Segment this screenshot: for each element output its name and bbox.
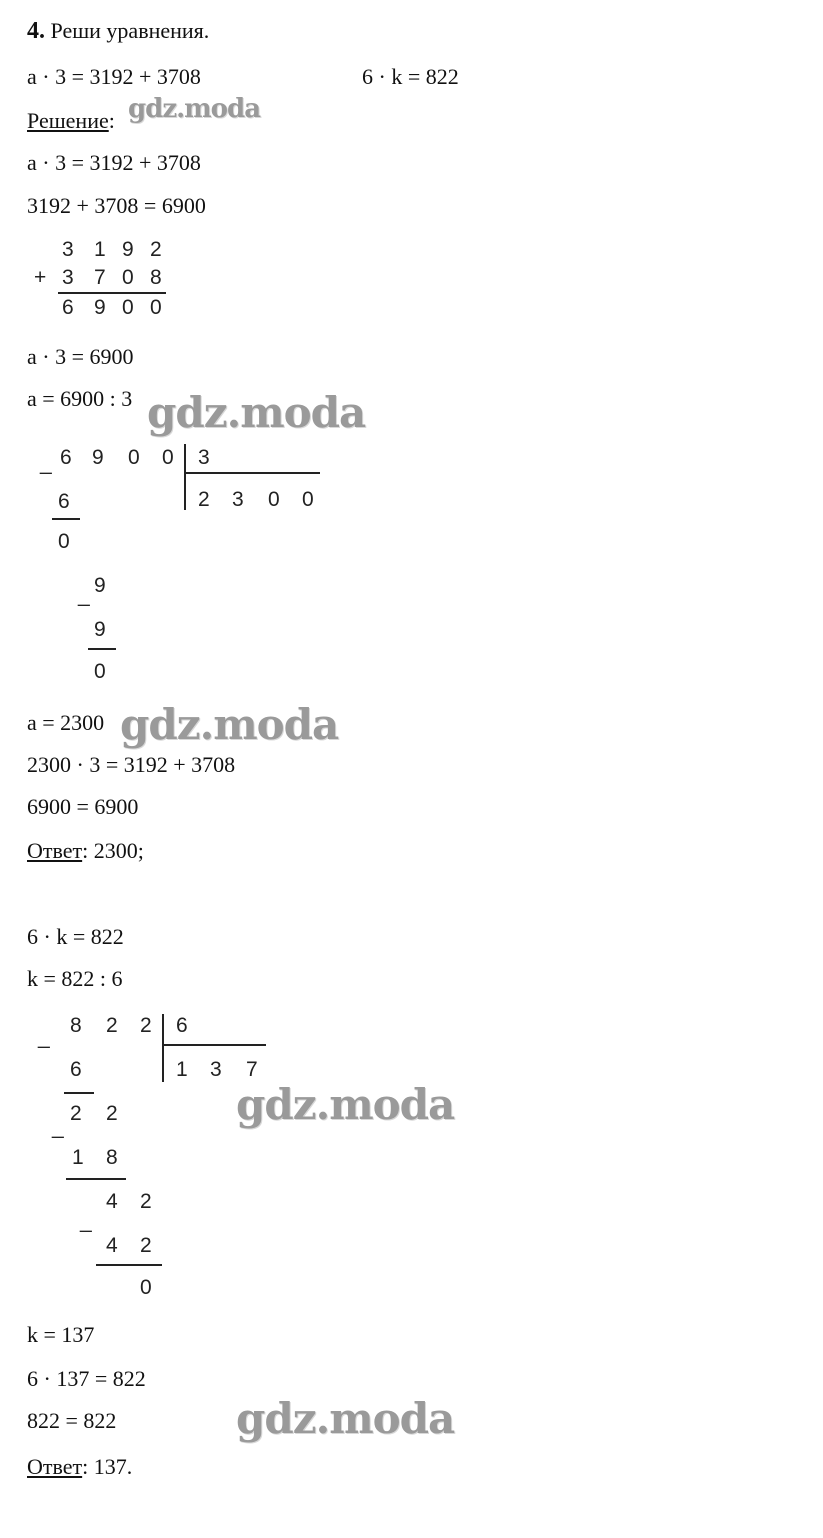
- p2-line2: k = 822 : 6: [27, 966, 123, 991]
- div2-step2-take-d2: 2: [106, 1102, 118, 1125]
- div2-step3-sub-d1: 4: [106, 1234, 118, 1257]
- div2-step3-take-d2: 2: [140, 1190, 152, 1213]
- p1-line2: 3192 + 3708 = 6900: [27, 193, 206, 218]
- p2-answer: [27, 1454, 132, 1480]
- p1-line5: a = 2300: [27, 710, 105, 735]
- div2-step3-minus: _: [80, 1210, 92, 1233]
- add-row2-d4: 8: [150, 266, 162, 289]
- p1-answer-value: : 2300;: [82, 838, 144, 863]
- div2-vertical-bar: [162, 1014, 164, 1082]
- div1-vertical-bar: [184, 444, 186, 510]
- watermark: gdz.moda: [120, 700, 339, 749]
- p1-line1: a · 3 = 3192 + 3708: [27, 150, 201, 175]
- p1-answer-label: Ответ: [27, 838, 83, 863]
- add-res-d2: 9: [94, 296, 106, 319]
- add-row1-d1: 3: [62, 238, 74, 261]
- div1-quotient-d1: 2: [198, 488, 210, 511]
- add-row2-d3: 0: [122, 266, 134, 289]
- div2-step3-sub-d2: 2: [140, 1234, 152, 1257]
- add-sum-line: [58, 292, 166, 294]
- div1-step2-take: 9: [94, 574, 106, 597]
- div2-step3-take-d1: 4: [106, 1190, 118, 1213]
- add-plus-sign: +: [34, 266, 47, 289]
- div1-dividend-d1: 6: [60, 446, 72, 469]
- p1-line3: a · 3 = 6900: [27, 344, 134, 369]
- div2-step2-sub-d2: 8: [106, 1146, 118, 1169]
- p1-answer: [27, 838, 144, 864]
- div2-minus: _: [38, 1026, 50, 1049]
- p2-line3: k = 137: [27, 1322, 95, 1347]
- add-row1-d2: 1: [94, 238, 106, 261]
- p2-line5: 822 = 822: [27, 1408, 117, 1433]
- div2-divisor-line: [164, 1044, 266, 1046]
- div2-step3-line: [96, 1264, 162, 1266]
- add-row2-d2: 7: [94, 266, 106, 289]
- watermark: gdz.moda: [128, 94, 261, 124]
- p2-line1: 6 · k = 822: [27, 924, 124, 949]
- div1-step2-minus: _: [78, 584, 90, 607]
- div1-step2-sub: 9: [94, 618, 106, 641]
- div2-quotient-d1: 1: [176, 1058, 188, 1081]
- task-header: [27, 18, 209, 44]
- div1-dividend-d3: 0: [128, 446, 140, 469]
- p2-line4: 6 · 137 = 822: [27, 1366, 146, 1391]
- div2-quotient-d3: 7: [246, 1058, 258, 1081]
- watermark: gdz.moda: [236, 1080, 455, 1129]
- task-title: Реши уравнения.: [50, 18, 210, 43]
- div1-step2-rem: 0: [94, 660, 106, 683]
- div1-dividend-d4: 0: [162, 446, 174, 469]
- task-number: 4.: [27, 18, 45, 44]
- div1-quotient-d3: 0: [268, 488, 280, 511]
- watermark: gdz.moda: [147, 388, 366, 437]
- div2-dividend-d3: 2: [140, 1014, 152, 1037]
- p2-answer-label: Ответ: [27, 1454, 83, 1479]
- add-row2-d1: 3: [62, 266, 74, 289]
- div2-step2-sub-d1: 1: [72, 1146, 84, 1169]
- add-res-d1: 6: [62, 296, 74, 319]
- equation-1: a · 3 = 3192 + 3708: [27, 64, 201, 89]
- p2-answer-value: : 137.: [82, 1454, 133, 1479]
- div1-divisor-line: [186, 472, 320, 474]
- equation-2: 6 · k = 822: [362, 64, 459, 89]
- add-res-d3: 0: [122, 296, 134, 319]
- div1-quotient-d2: 3: [232, 488, 244, 511]
- add-res-d4: 0: [150, 296, 162, 319]
- div2-dividend-d2: 2: [106, 1014, 118, 1037]
- div2-step1-line: [64, 1092, 94, 1094]
- div1-dividend-d2: 9: [92, 446, 104, 469]
- div2-step2-take-d1: 2: [70, 1102, 82, 1125]
- watermark: gdz.moda: [236, 1394, 455, 1443]
- div2-step1-sub: 6: [70, 1058, 82, 1081]
- div1-quotient-d4: 0: [302, 488, 314, 511]
- div1-step1-sub: 6: [58, 490, 70, 513]
- solution-label: Решение:: [27, 108, 115, 133]
- p1-line6: 2300 · 3 = 3192 + 3708: [27, 752, 236, 777]
- add-row1-d3: 9: [122, 238, 134, 261]
- add-row1-d4: 2: [150, 238, 162, 261]
- div2-step3-rem: 0: [140, 1276, 152, 1299]
- div2-dividend-d1: 8: [70, 1014, 82, 1037]
- div1-step2-line: [88, 648, 116, 650]
- div2-divisor: 6: [176, 1014, 188, 1037]
- div1-step1-line: [52, 518, 80, 520]
- div1-step1-rem: 0: [58, 530, 70, 553]
- p1-line7: 6900 = 6900: [27, 794, 139, 819]
- div2-step2-minus: _: [52, 1116, 64, 1139]
- div2-quotient-d2: 3: [210, 1058, 222, 1081]
- p1-line4: a = 6900 : 3: [27, 386, 133, 411]
- div2-step2-line: [66, 1178, 126, 1180]
- div1-divisor: 3: [198, 446, 210, 469]
- div1-minus: _: [40, 452, 52, 475]
